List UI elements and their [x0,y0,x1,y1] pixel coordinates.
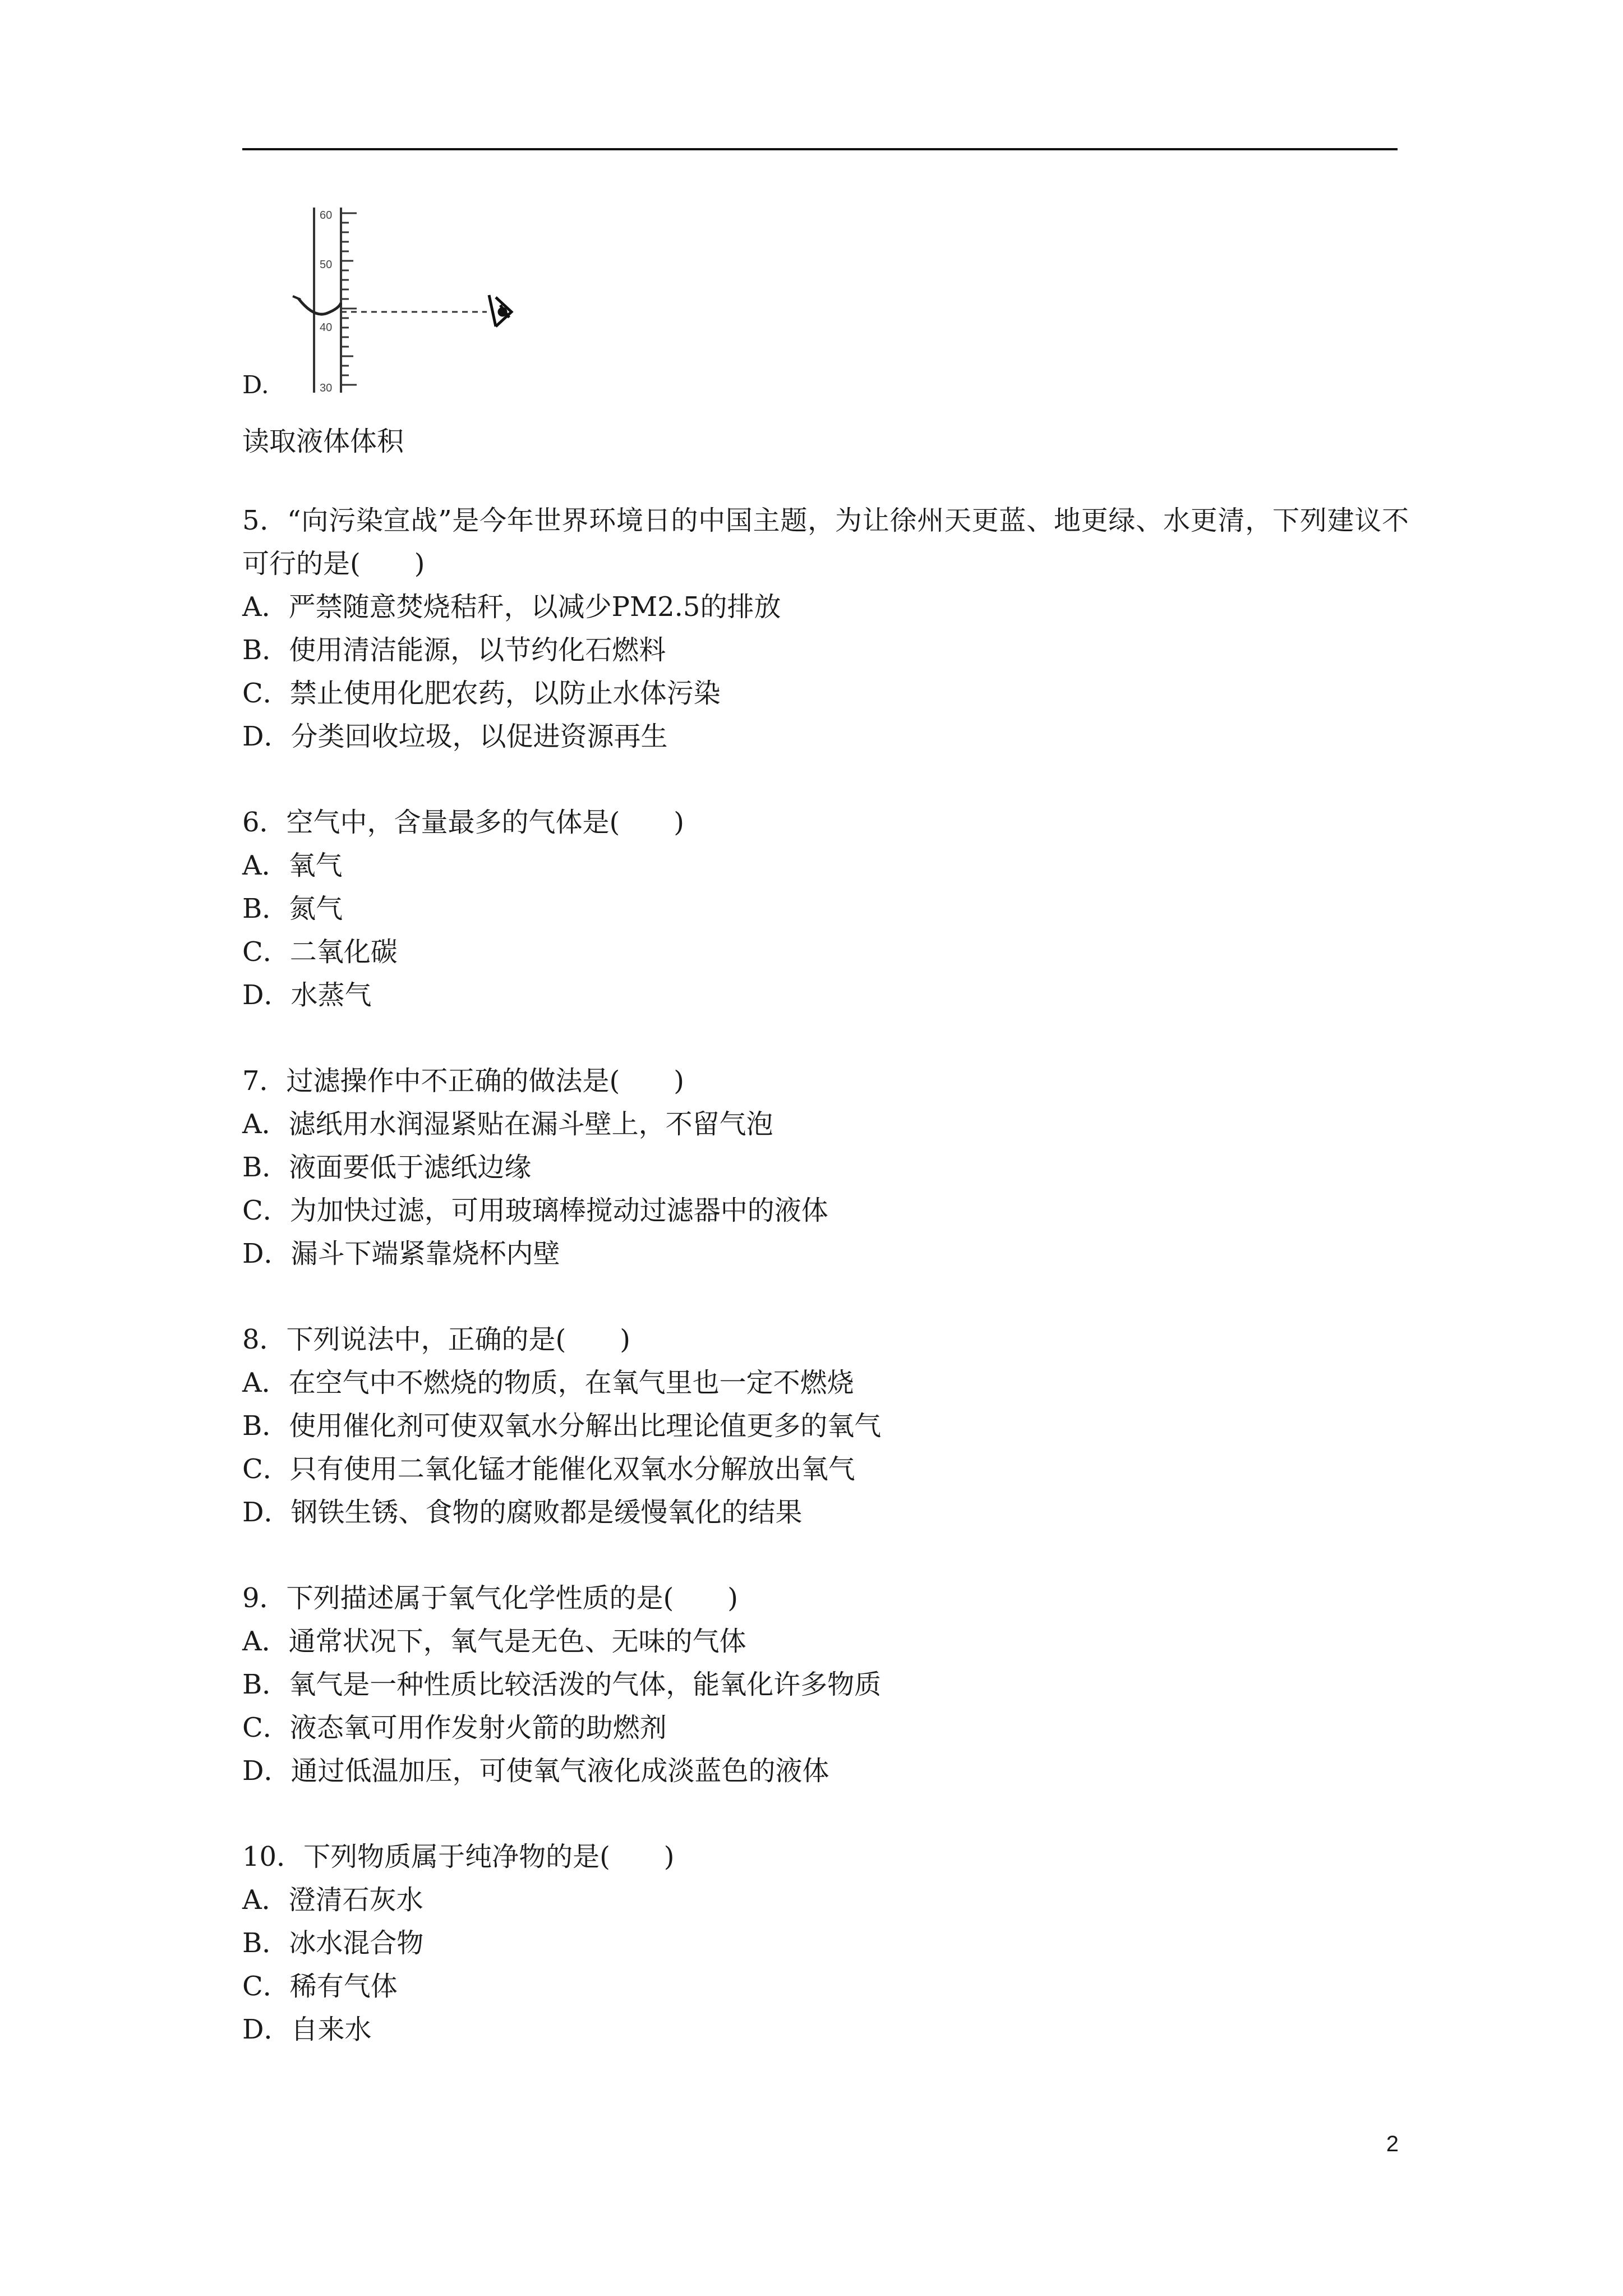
scale-label-50: 50 [320,259,333,271]
option-a: A．氧气 [242,850,343,881]
graduated-cylinder-figure [242,202,534,404]
option-b: B．使用清洁能源，以节约化石燃料 [242,634,666,666]
question-10 [242,1835,1409,2051]
question-stem: 6．空气中，含量最多的气体是( ) [242,807,684,838]
eye-icon [489,295,511,326]
option-a: A．通常状况下，氧气是无色、无味的气体 [242,1626,746,1657]
scale-label-60: 60 [320,209,333,222]
option-c: C．禁止使用化肥农药，以防止水体污染 [242,678,721,709]
option-b: B．液面要低于滤纸边缘 [242,1152,532,1183]
option-c: C．二氧化碳 [242,936,398,968]
option-d: D．通过低温加压，可使氧气液化成淡蓝色的液体 [242,1755,829,1787]
question-5 [242,499,1409,758]
liquid-meniscus [298,298,341,314]
option-c: C．液态氧可用作发射火箭的助燃剂 [242,1712,667,1743]
option-d: D．漏斗下端紧靠烧杯内壁 [242,1238,560,1269]
option-b: B．使用催化剂可使双氧水分解出比理论值更多的氧气 [242,1410,882,1442]
question-8 [242,1318,1409,1534]
question-stem: 9．下列描述属于氧气化学性质的是( ) [242,1582,738,1614]
page-number: 2 [1386,2132,1399,2156]
option-d: D．钢铁生锈、食物的腐败都是缓慢氧化的结果 [242,1497,803,1528]
option-c: C．稀有气体 [242,1971,398,2002]
question-stem: 5．“向污染宣战”是今年世界环境日的中国主题，为让徐州天更蓝、地更绿、水更清，下列建议不可行的是( ) [242,505,1409,579]
cylinder-reading-diagram [287,202,523,404]
scale-label-40: 40 [320,321,333,334]
question-stem: 7．过滤操作中不正确的做法是( ) [242,1065,684,1097]
question-7 [242,1060,1409,1276]
option-c: C．只有使用二氧化锰才能催化双氧水分解放出氧气 [242,1453,855,1485]
figure-caption: 读取液体体积 [242,426,404,457]
figure-option-label: D. [242,371,269,399]
option-c: C．为加快过滤，可用玻璃棒搅动过滤器中的液体 [242,1195,828,1226]
question-list [242,499,1409,2094]
question-stem: 10．下列物质属于纯净物的是( ) [242,1841,675,1872]
option-a: A．严禁随意焚烧秸秆，以减少PM2.5的排放 [242,591,781,623]
option-d: D．分类回收垃圾，以促进资源再生 [242,721,668,752]
question-9 [242,1577,1409,1793]
header-rule [242,148,1398,150]
option-b: B．氮气 [242,893,343,924]
question-stem: 8．下列说法中，正确的是( ) [242,1324,630,1355]
option-d: D．自来水 [242,2014,372,2045]
option-a: A．澄清石灰水 [242,1884,423,1916]
scale-ticks [341,213,357,385]
scale-label-30: 30 [320,382,333,394]
option-d: D．水蒸气 [242,979,372,1011]
option-a: A．在空气中不燃烧的物质，在氧气里也一定不燃烧 [242,1367,854,1398]
option-b: B．冰水混合物 [242,1927,424,1959]
option-b: B．氧气是一种性质比较活泼的气体，能氧化许多物质 [242,1669,882,1700]
option-a: A．滤纸用水润湿紧贴在漏斗壁上，不留气泡 [242,1108,773,1140]
question-6 [242,801,1409,1017]
